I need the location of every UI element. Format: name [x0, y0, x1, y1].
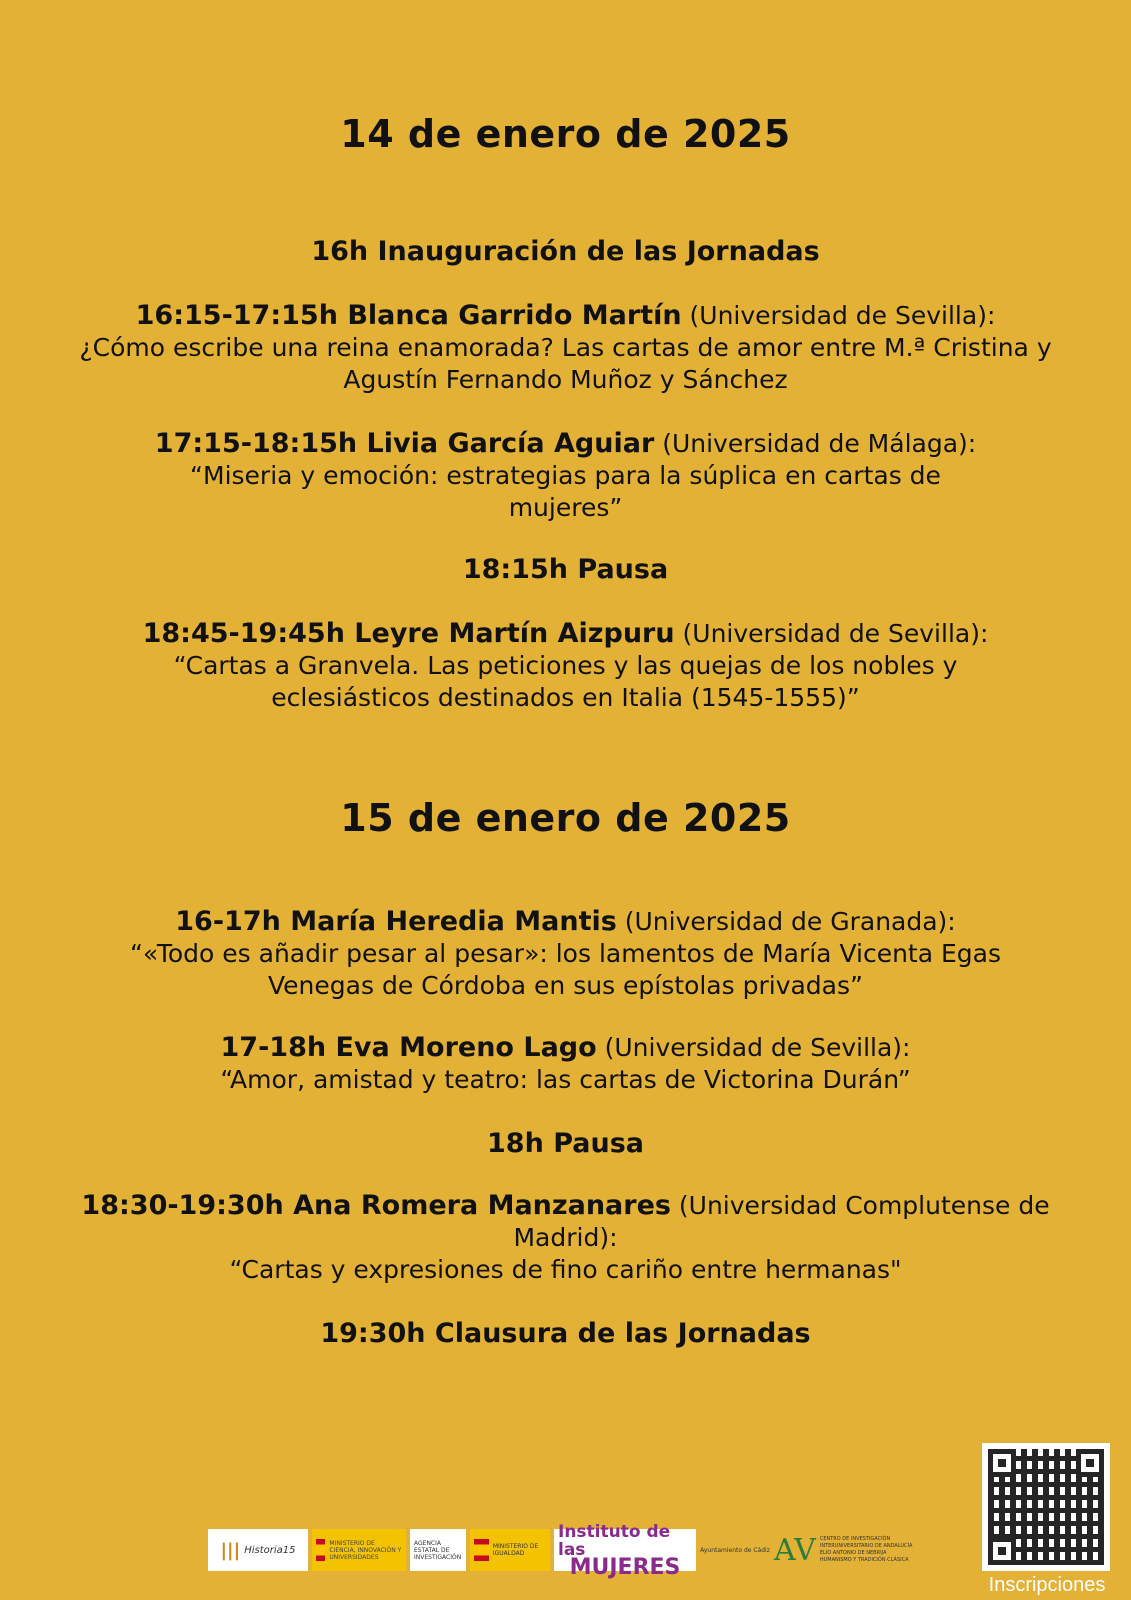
qr-code[interactable]	[982, 1443, 1110, 1571]
aei-logo: AGENCIA ESTATAL DE INVESTIGACIÓN	[410, 1529, 466, 1571]
talk-time-speaker: 16:15-17:15h Blanca Garrido Martín	[135, 300, 682, 331]
talk-time-speaker: 16-17h María Heredia Mantis	[175, 906, 617, 937]
talk-1-3	[60, 618, 1071, 714]
day-1-inauguracion: 16h Inauguración de las Jornadas	[311, 236, 820, 267]
day-2-pausa: 18h Pausa	[487, 1128, 644, 1159]
talk-title: ¿Cómo escribe una reina enamorada? Las cartas de amor entre M.ª Cristina y Agustín Fernando Muñoz y Sánchez	[79, 333, 1052, 394]
day-1-heading: 14 de enero de 2025	[340, 112, 791, 156]
talk-title: “Cartas a Granvela. Las peticiones y las quejas de los nobles y eclesiásticos destinados en Italia (1545-1555)”	[173, 651, 958, 712]
talk-title: “«Todo es añadir pesar al pesar»: los lamentos de María Vicenta Egas Venegas de Córdoba en sus epístolas privadas”	[129, 939, 1001, 1000]
talk-title: “Miseria y emoción: estrategias para la súplica en cartas de mujeres”	[190, 461, 941, 522]
talk-time-speaker: 17:15-18:15h Livia García Aguiar	[154, 428, 655, 459]
talk-affiliation: (Universidad de Sevilla):	[674, 619, 989, 648]
talk-time-speaker: 17-18h Eva Moreno Lago	[220, 1032, 597, 1063]
centro-nebrija-logo: AV CENTRO DE INVESTIGACIÓN INTERUNIVERSITARIO DE ANDALUCÍA ELIO ANTONIO DE NEBRIJA HUMANISMO Y TRADICIÓN CLÁSICA	[774, 1532, 913, 1568]
talk-title: “Amor, amistad y teatro: las cartas de Victorina Durán”	[220, 1065, 911, 1094]
qr-pattern	[988, 1449, 1104, 1565]
talk-title: “Cartas y expresiones de fino cariño entre hermanas"	[229, 1255, 902, 1284]
sponsor-logos	[208, 1522, 914, 1580]
talk-time-speaker: 18:30-19:30h Ana Romera Manzanares	[81, 1190, 671, 1221]
ayuntamiento-logo: Ayuntamiento de Cádiz	[700, 1546, 770, 1554]
day-2-heading: 15 de enero de 2025	[340, 796, 791, 840]
talk-2-3	[60, 1190, 1071, 1286]
inscripciones-label[interactable]: Inscripciones	[977, 1574, 1117, 1600]
talk-affiliation: (Universidad Complutense de Madrid):	[513, 1191, 1050, 1252]
talk-affiliation: (Universidad de Málaga):	[654, 429, 977, 458]
talk-1-2	[60, 428, 1071, 524]
ministerio-igualdad-logo: MINISTERIO DE IGUALDAD	[470, 1529, 550, 1571]
talk-affiliation: (Universidad de Granada):	[616, 907, 956, 936]
talk-affiliation: (Universidad de Sevilla):	[681, 301, 996, 330]
historia15-logo: ||| Historia15	[208, 1529, 308, 1571]
instituto-mujeres-logo: Instituto de las MUJERES	[554, 1529, 696, 1571]
ministerio-ciencia-logo: MINISTERIO DE CIENCIA, INNOVACIÓN Y UNIVERSIDADES	[312, 1529, 406, 1571]
talk-2-2	[60, 1032, 1071, 1096]
talk-2-1	[60, 906, 1071, 1002]
talk-1-1	[60, 300, 1071, 396]
day-2-clausura: 19:30h Clausura de las Jornadas	[320, 1318, 811, 1349]
talk-time-speaker: 18:45-19:45h Leyre Martín Aizpuru	[142, 618, 675, 649]
day-1-pausa: 18:15h Pausa	[462, 554, 669, 585]
talk-affiliation: (Universidad de Sevilla):	[596, 1033, 911, 1062]
